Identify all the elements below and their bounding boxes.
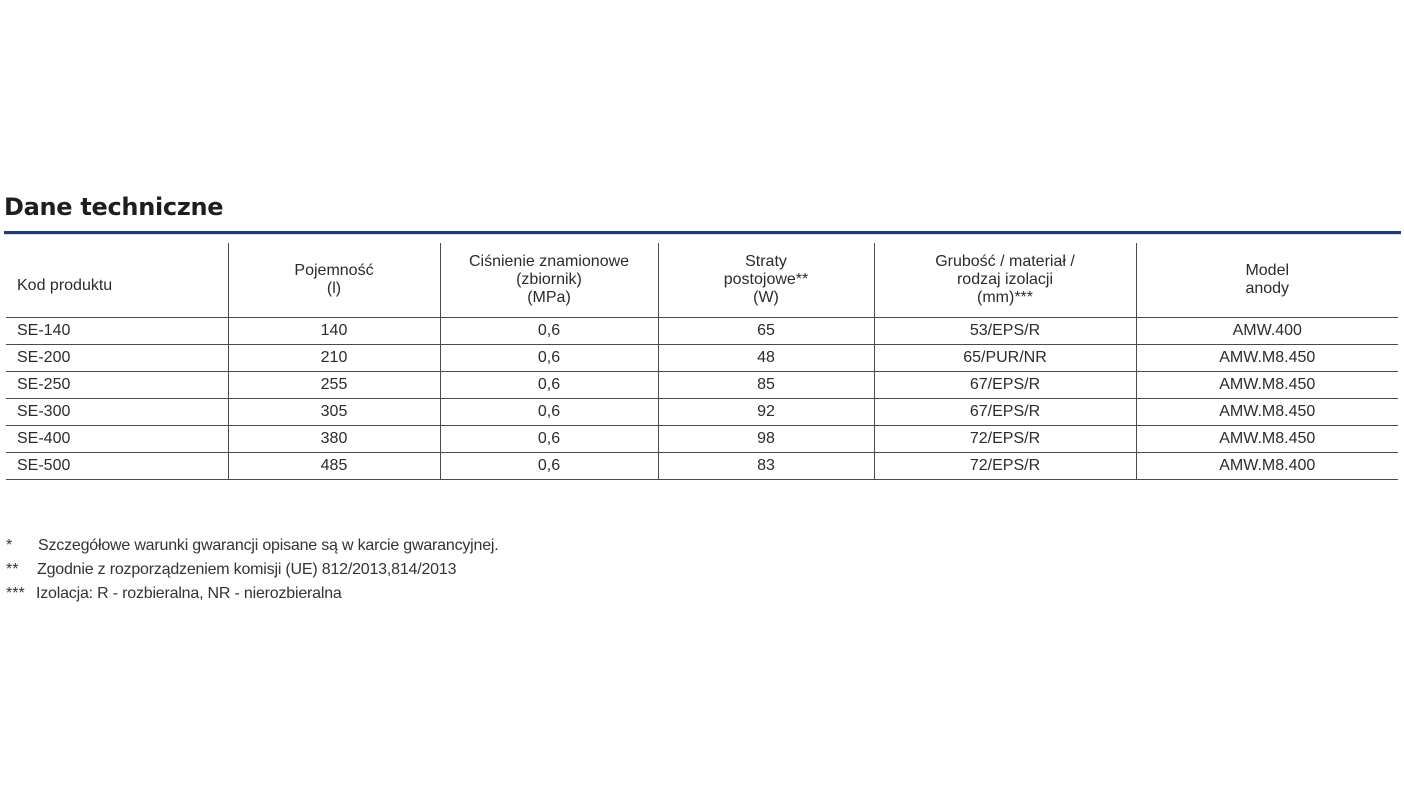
header-line: anody — [1245, 280, 1290, 297]
header-line: (zbiornik) — [516, 271, 582, 288]
footnote-mark: *** — [6, 585, 25, 602]
cell-product-code: SE-500 — [6, 453, 228, 480]
header-line: Pojemność — [294, 262, 374, 279]
cell-product-code: SE-140 — [6, 318, 228, 345]
cell-insulation: 65/PUR/NR — [874, 345, 1136, 372]
table-row — [6, 399, 1398, 426]
footnote-text: Szczegółowe warunki gwarancji opisane są w karcie gwarancyjnej. — [38, 537, 499, 554]
cell-product-code: SE-200 — [6, 345, 228, 372]
cell-rated-pressure: 0,6 — [440, 426, 658, 453]
table-header — [6, 243, 1398, 318]
header-line: Grubość / materiał / — [935, 253, 1075, 270]
title-divider-shadow — [4, 234, 1401, 235]
header-product-code — [6, 243, 228, 318]
header-line: Kod produktu — [17, 277, 113, 294]
footnote-mark: ** — [6, 561, 19, 578]
header-line: (l) — [326, 280, 342, 297]
header-standby-losses — [658, 243, 874, 318]
cell-anode-model: AMW.400 — [1136, 318, 1398, 345]
header-anode-model — [1136, 243, 1398, 318]
footnote-item — [6, 582, 499, 606]
cell-anode-model: AMW.M8.450 — [1136, 399, 1398, 426]
cell-rated-pressure: 0,6 — [440, 345, 658, 372]
header-line: postojowe** — [723, 271, 809, 288]
cell-standby-losses: 65 — [658, 318, 874, 345]
cell-capacity: 380 — [228, 426, 440, 453]
table-row — [6, 426, 1398, 453]
cell-rated-pressure: 0,6 — [440, 372, 658, 399]
cell-rated-pressure: 0,6 — [440, 318, 658, 345]
section-title: Dane techniczne — [4, 193, 224, 221]
cell-capacity: 255 — [228, 372, 440, 399]
cell-standby-losses: 85 — [658, 372, 874, 399]
cell-insulation: 67/EPS/R — [874, 372, 1136, 399]
cell-insulation: 53/EPS/R — [874, 318, 1136, 345]
header-line: Model — [1245, 262, 1290, 279]
cell-insulation: 67/EPS/R — [874, 399, 1136, 426]
cell-insulation: 72/EPS/R — [874, 453, 1136, 480]
technical-data-table — [6, 243, 1398, 480]
table-row — [6, 345, 1398, 372]
footnote-text: Zgodnie z rozporządzeniem komisji (UE) 812/2013,814/2013 — [37, 561, 457, 578]
cell-capacity: 305 — [228, 399, 440, 426]
header-line: (W) — [753, 289, 779, 306]
header-line: (MPa) — [527, 289, 571, 306]
table-row — [6, 372, 1398, 399]
cell-anode-model: AMW.M8.450 — [1136, 372, 1398, 399]
cell-product-code: SE-250 — [6, 372, 228, 399]
cell-product-code: SE-300 — [6, 399, 228, 426]
footnote-mark: * — [6, 537, 13, 554]
header-row — [6, 243, 1398, 318]
header-capacity — [228, 243, 440, 318]
cell-product-code: SE-400 — [6, 426, 228, 453]
header-line: Ciśnienie znamionowe — [468, 253, 630, 270]
cell-capacity: 210 — [228, 345, 440, 372]
cell-rated-pressure: 0,6 — [440, 399, 658, 426]
header-rated-pressure — [440, 243, 658, 318]
cell-anode-model: AMW.M8.450 — [1136, 426, 1398, 453]
footnotes — [6, 534, 499, 606]
cell-standby-losses: 83 — [658, 453, 874, 480]
cell-standby-losses: 48 — [658, 345, 874, 372]
cell-insulation: 72/EPS/R — [874, 426, 1136, 453]
header-line: rodzaj izolacji — [956, 271, 1054, 288]
header-line: Straty — [745, 253, 787, 270]
footnote-item — [6, 534, 499, 558]
table-body — [6, 318, 1398, 480]
cell-standby-losses: 92 — [658, 399, 874, 426]
header-insulation — [874, 243, 1136, 318]
table-row — [6, 318, 1398, 345]
table-row — [6, 453, 1398, 480]
cell-rated-pressure: 0,6 — [440, 453, 658, 480]
cell-anode-model: AMW.M8.400 — [1136, 453, 1398, 480]
cell-capacity: 140 — [228, 318, 440, 345]
header-line: (mm)*** — [977, 289, 1033, 306]
footnote-text: Izolacja: R - rozbieralna, NR - nierozbieralna — [36, 585, 342, 602]
footnote-item — [6, 558, 499, 582]
cell-capacity: 485 — [228, 453, 440, 480]
cell-standby-losses: 98 — [658, 426, 874, 453]
cell-anode-model: AMW.M8.450 — [1136, 345, 1398, 372]
